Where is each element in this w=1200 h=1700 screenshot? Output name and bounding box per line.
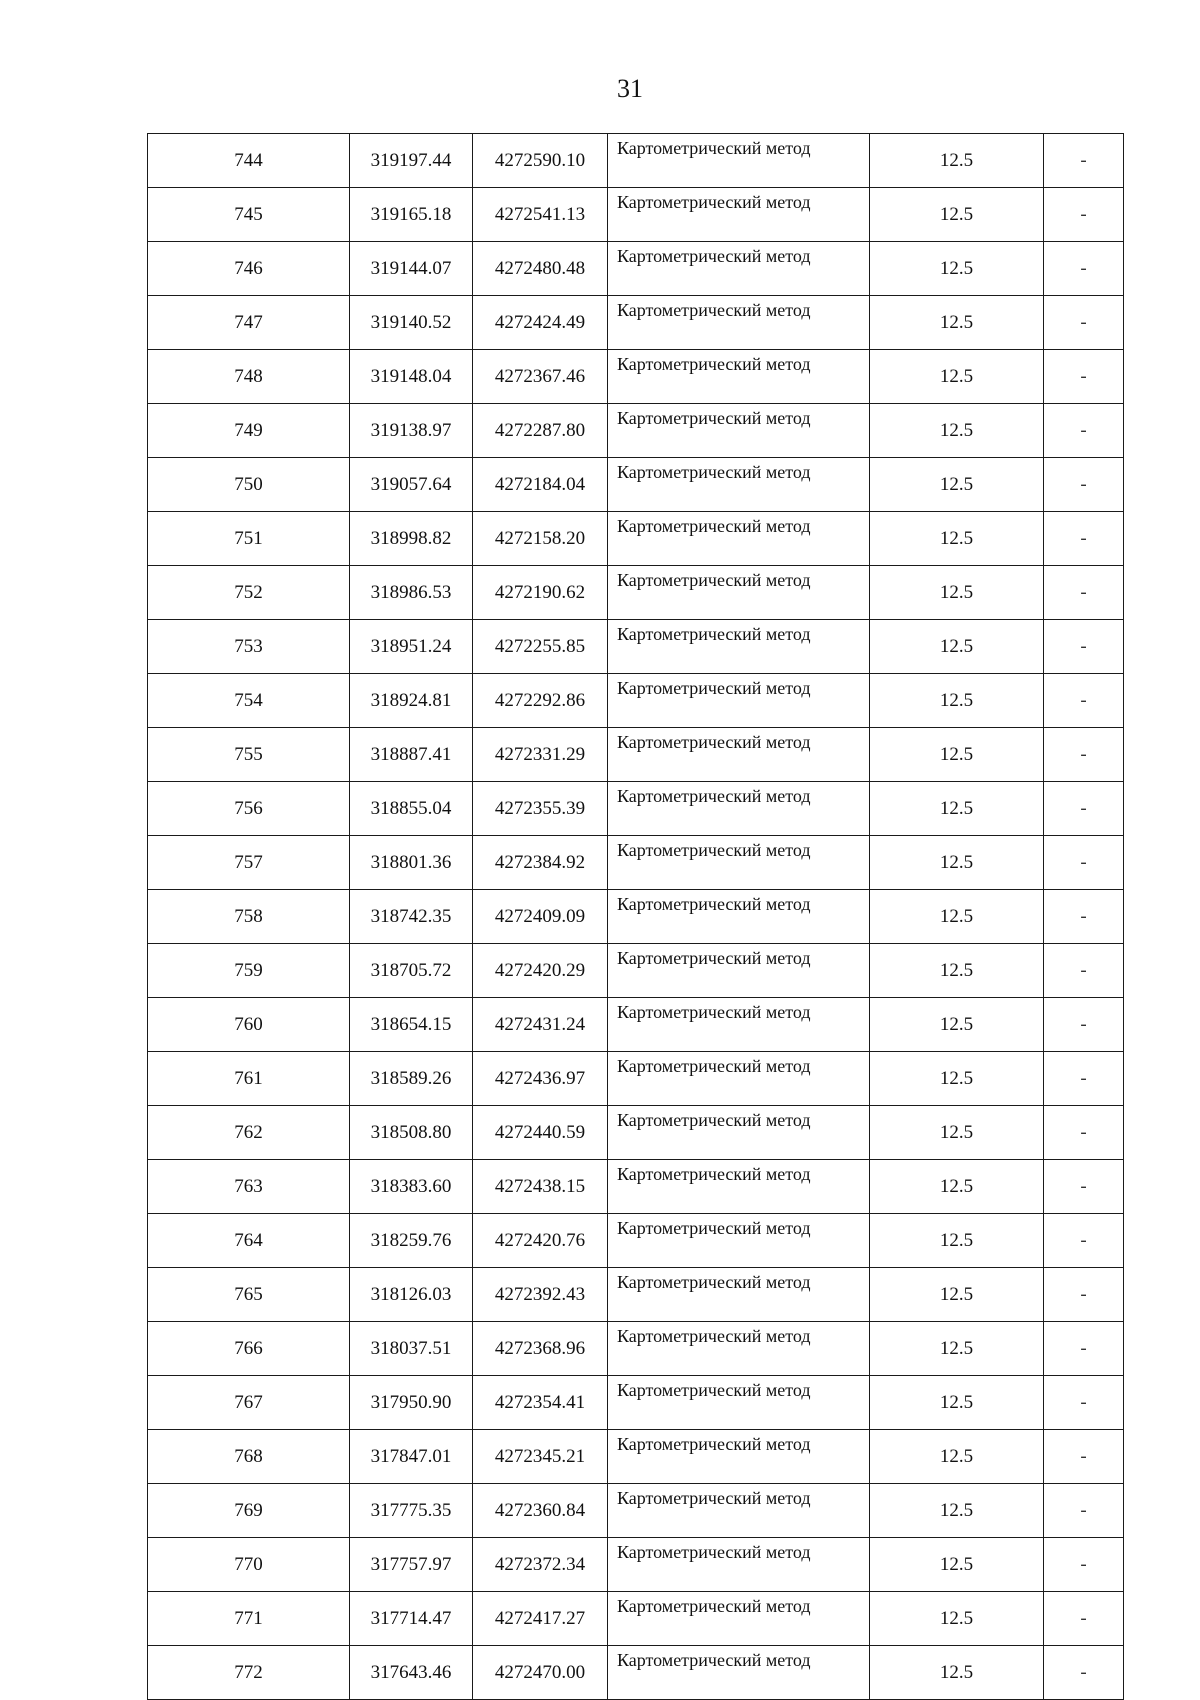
point-number-cell: 759 bbox=[148, 944, 350, 998]
table-row bbox=[148, 296, 1124, 350]
y-coordinate-cell: 4272190.62 bbox=[473, 566, 608, 620]
note-cell: - bbox=[1044, 1106, 1124, 1160]
accuracy-cell: 12.5 bbox=[870, 782, 1044, 836]
x-coordinate-cell: 319197.44 bbox=[350, 134, 473, 188]
table-body bbox=[148, 134, 1124, 1700]
method-cell: Картометрический метод bbox=[608, 1646, 870, 1700]
y-coordinate-cell: 4272255.85 bbox=[473, 620, 608, 674]
note-cell: - bbox=[1044, 782, 1124, 836]
accuracy-cell: 12.5 bbox=[870, 296, 1044, 350]
note-cell: - bbox=[1044, 1484, 1124, 1538]
note-cell: - bbox=[1044, 944, 1124, 998]
method-cell: Картометрический метод bbox=[608, 1214, 870, 1268]
y-coordinate-cell: 4272470.00 bbox=[473, 1646, 608, 1700]
table-row bbox=[148, 1160, 1124, 1214]
accuracy-cell: 12.5 bbox=[870, 1592, 1044, 1646]
y-coordinate-cell: 4272438.15 bbox=[473, 1160, 608, 1214]
table-row bbox=[148, 1214, 1124, 1268]
method-cell: Картометрический метод bbox=[608, 188, 870, 242]
x-coordinate-cell: 318742.35 bbox=[350, 890, 473, 944]
page-number: 31 bbox=[617, 74, 643, 103]
table-row bbox=[148, 1484, 1124, 1538]
x-coordinate-cell: 318887.41 bbox=[350, 728, 473, 782]
coordinates-table bbox=[147, 133, 1124, 1700]
x-coordinate-cell: 317757.97 bbox=[350, 1538, 473, 1592]
x-coordinate-cell: 318126.03 bbox=[350, 1268, 473, 1322]
x-coordinate-cell: 318855.04 bbox=[350, 782, 473, 836]
method-cell: Картометрический метод bbox=[608, 836, 870, 890]
accuracy-cell: 12.5 bbox=[870, 1160, 1044, 1214]
x-coordinate-cell: 318998.82 bbox=[350, 512, 473, 566]
point-number-cell: 753 bbox=[148, 620, 350, 674]
table-row bbox=[148, 1376, 1124, 1430]
table-row bbox=[148, 458, 1124, 512]
x-coordinate-cell: 318259.76 bbox=[350, 1214, 473, 1268]
method-cell: Картометрический метод bbox=[608, 1106, 870, 1160]
y-coordinate-cell: 4272372.34 bbox=[473, 1538, 608, 1592]
table-row bbox=[148, 620, 1124, 674]
table-row bbox=[148, 404, 1124, 458]
method-cell: Картометрический метод bbox=[608, 890, 870, 944]
accuracy-cell: 12.5 bbox=[870, 674, 1044, 728]
accuracy-cell: 12.5 bbox=[870, 620, 1044, 674]
x-coordinate-cell: 318951.24 bbox=[350, 620, 473, 674]
point-number-cell: 761 bbox=[148, 1052, 350, 1106]
table-row bbox=[148, 944, 1124, 998]
point-number-cell: 772 bbox=[148, 1646, 350, 1700]
table-row bbox=[148, 188, 1124, 242]
point-number-cell: 750 bbox=[148, 458, 350, 512]
accuracy-cell: 12.5 bbox=[870, 188, 1044, 242]
y-coordinate-cell: 4272368.96 bbox=[473, 1322, 608, 1376]
x-coordinate-cell: 319144.07 bbox=[350, 242, 473, 296]
note-cell: - bbox=[1044, 1322, 1124, 1376]
method-cell: Картометрический метод bbox=[608, 1538, 870, 1592]
note-cell: - bbox=[1044, 404, 1124, 458]
method-cell: Картометрический метод bbox=[608, 1160, 870, 1214]
accuracy-cell: 12.5 bbox=[870, 134, 1044, 188]
table-row bbox=[148, 1052, 1124, 1106]
y-coordinate-cell: 4272431.24 bbox=[473, 998, 608, 1052]
x-coordinate-cell: 318589.26 bbox=[350, 1052, 473, 1106]
point-number-cell: 765 bbox=[148, 1268, 350, 1322]
note-cell: - bbox=[1044, 1592, 1124, 1646]
point-number-cell: 757 bbox=[148, 836, 350, 890]
y-coordinate-cell: 4272541.13 bbox=[473, 188, 608, 242]
y-coordinate-cell: 4272409.09 bbox=[473, 890, 608, 944]
note-cell: - bbox=[1044, 674, 1124, 728]
y-coordinate-cell: 4272184.04 bbox=[473, 458, 608, 512]
note-cell: - bbox=[1044, 1430, 1124, 1484]
y-coordinate-cell: 4272158.20 bbox=[473, 512, 608, 566]
table-row bbox=[148, 728, 1124, 782]
method-cell: Картометрический метод bbox=[608, 944, 870, 998]
note-cell: - bbox=[1044, 350, 1124, 404]
note-cell: - bbox=[1044, 620, 1124, 674]
table-row bbox=[148, 998, 1124, 1052]
point-number-cell: 745 bbox=[148, 188, 350, 242]
x-coordinate-cell: 319057.64 bbox=[350, 458, 473, 512]
method-cell: Картометрический метод bbox=[608, 1592, 870, 1646]
method-cell: Картометрический метод bbox=[608, 782, 870, 836]
table-row bbox=[148, 674, 1124, 728]
method-cell: Картометрический метод bbox=[608, 296, 870, 350]
point-number-cell: 746 bbox=[148, 242, 350, 296]
point-number-cell: 771 bbox=[148, 1592, 350, 1646]
table-row bbox=[148, 1538, 1124, 1592]
note-cell: - bbox=[1044, 1376, 1124, 1430]
table-row bbox=[148, 1592, 1124, 1646]
accuracy-cell: 12.5 bbox=[870, 1430, 1044, 1484]
point-number-cell: 754 bbox=[148, 674, 350, 728]
accuracy-cell: 12.5 bbox=[870, 1538, 1044, 1592]
accuracy-cell: 12.5 bbox=[870, 1106, 1044, 1160]
x-coordinate-cell: 318801.36 bbox=[350, 836, 473, 890]
x-coordinate-cell: 318654.15 bbox=[350, 998, 473, 1052]
table-row bbox=[148, 1322, 1124, 1376]
accuracy-cell: 12.5 bbox=[870, 1268, 1044, 1322]
y-coordinate-cell: 4272292.86 bbox=[473, 674, 608, 728]
table-row bbox=[148, 1646, 1124, 1700]
method-cell: Картометрический метод bbox=[608, 458, 870, 512]
accuracy-cell: 12.5 bbox=[870, 836, 1044, 890]
accuracy-cell: 12.5 bbox=[870, 566, 1044, 620]
note-cell: - bbox=[1044, 1160, 1124, 1214]
table-row bbox=[148, 1430, 1124, 1484]
note-cell: - bbox=[1044, 1214, 1124, 1268]
accuracy-cell: 12.5 bbox=[870, 890, 1044, 944]
point-number-cell: 752 bbox=[148, 566, 350, 620]
x-coordinate-cell: 319165.18 bbox=[350, 188, 473, 242]
note-cell: - bbox=[1044, 134, 1124, 188]
x-coordinate-cell: 317847.01 bbox=[350, 1430, 473, 1484]
y-coordinate-cell: 4272360.84 bbox=[473, 1484, 608, 1538]
point-number-cell: 756 bbox=[148, 782, 350, 836]
accuracy-cell: 12.5 bbox=[870, 728, 1044, 782]
accuracy-cell: 12.5 bbox=[870, 350, 1044, 404]
y-coordinate-cell: 4272392.43 bbox=[473, 1268, 608, 1322]
x-coordinate-cell: 319140.52 bbox=[350, 296, 473, 350]
note-cell: - bbox=[1044, 296, 1124, 350]
point-number-cell: 760 bbox=[148, 998, 350, 1052]
method-cell: Картометрический метод bbox=[608, 620, 870, 674]
point-number-cell: 749 bbox=[148, 404, 350, 458]
table-row bbox=[148, 242, 1124, 296]
table-row bbox=[148, 890, 1124, 944]
point-number-cell: 766 bbox=[148, 1322, 350, 1376]
y-coordinate-cell: 4272440.59 bbox=[473, 1106, 608, 1160]
table-row bbox=[148, 566, 1124, 620]
x-coordinate-cell: 317643.46 bbox=[350, 1646, 473, 1700]
note-cell: - bbox=[1044, 1052, 1124, 1106]
x-coordinate-cell: 317714.47 bbox=[350, 1592, 473, 1646]
method-cell: Картометрический метод bbox=[608, 566, 870, 620]
table-row bbox=[148, 782, 1124, 836]
y-coordinate-cell: 4272367.46 bbox=[473, 350, 608, 404]
accuracy-cell: 12.5 bbox=[870, 1646, 1044, 1700]
y-coordinate-cell: 4272420.29 bbox=[473, 944, 608, 998]
accuracy-cell: 12.5 bbox=[870, 1322, 1044, 1376]
y-coordinate-cell: 4272590.10 bbox=[473, 134, 608, 188]
method-cell: Картометрический метод bbox=[608, 1052, 870, 1106]
x-coordinate-cell: 318037.51 bbox=[350, 1322, 473, 1376]
y-coordinate-cell: 4272355.39 bbox=[473, 782, 608, 836]
table-row bbox=[148, 512, 1124, 566]
method-cell: Картометрический метод bbox=[608, 350, 870, 404]
method-cell: Картометрический метод bbox=[608, 1268, 870, 1322]
y-coordinate-cell: 4272436.97 bbox=[473, 1052, 608, 1106]
method-cell: Картометрический метод bbox=[608, 512, 870, 566]
accuracy-cell: 12.5 bbox=[870, 1376, 1044, 1430]
x-coordinate-cell: 319138.97 bbox=[350, 404, 473, 458]
x-coordinate-cell: 318705.72 bbox=[350, 944, 473, 998]
method-cell: Картометрический метод bbox=[608, 728, 870, 782]
method-cell: Картометрический метод bbox=[608, 1430, 870, 1484]
point-number-cell: 755 bbox=[148, 728, 350, 782]
point-number-cell: 764 bbox=[148, 1214, 350, 1268]
note-cell: - bbox=[1044, 188, 1124, 242]
accuracy-cell: 12.5 bbox=[870, 944, 1044, 998]
method-cell: Картометрический метод bbox=[608, 998, 870, 1052]
table-row bbox=[148, 134, 1124, 188]
point-number-cell: 744 bbox=[148, 134, 350, 188]
note-cell: - bbox=[1044, 836, 1124, 890]
point-number-cell: 748 bbox=[148, 350, 350, 404]
y-coordinate-cell: 4272331.29 bbox=[473, 728, 608, 782]
note-cell: - bbox=[1044, 890, 1124, 944]
method-cell: Картометрический метод bbox=[608, 674, 870, 728]
point-number-cell: 768 bbox=[148, 1430, 350, 1484]
table-row bbox=[148, 1106, 1124, 1160]
x-coordinate-cell: 318508.80 bbox=[350, 1106, 473, 1160]
note-cell: - bbox=[1044, 512, 1124, 566]
note-cell: - bbox=[1044, 1268, 1124, 1322]
x-coordinate-cell: 317775.35 bbox=[350, 1484, 473, 1538]
point-number-cell: 763 bbox=[148, 1160, 350, 1214]
note-cell: - bbox=[1044, 728, 1124, 782]
method-cell: Картометрический метод bbox=[608, 242, 870, 296]
point-number-cell: 758 bbox=[148, 890, 350, 944]
note-cell: - bbox=[1044, 458, 1124, 512]
note-cell: - bbox=[1044, 566, 1124, 620]
table-row bbox=[148, 350, 1124, 404]
y-coordinate-cell: 4272480.48 bbox=[473, 242, 608, 296]
accuracy-cell: 12.5 bbox=[870, 458, 1044, 512]
point-number-cell: 747 bbox=[148, 296, 350, 350]
accuracy-cell: 12.5 bbox=[870, 998, 1044, 1052]
y-coordinate-cell: 4272345.21 bbox=[473, 1430, 608, 1484]
y-coordinate-cell: 4272384.92 bbox=[473, 836, 608, 890]
method-cell: Картометрический метод bbox=[608, 1484, 870, 1538]
table-row bbox=[148, 1268, 1124, 1322]
note-cell: - bbox=[1044, 242, 1124, 296]
note-cell: - bbox=[1044, 998, 1124, 1052]
point-number-cell: 751 bbox=[148, 512, 350, 566]
point-number-cell: 770 bbox=[148, 1538, 350, 1592]
accuracy-cell: 12.5 bbox=[870, 242, 1044, 296]
point-number-cell: 767 bbox=[148, 1376, 350, 1430]
accuracy-cell: 12.5 bbox=[870, 1214, 1044, 1268]
y-coordinate-cell: 4272417.27 bbox=[473, 1592, 608, 1646]
y-coordinate-cell: 4272420.76 bbox=[473, 1214, 608, 1268]
x-coordinate-cell: 318924.81 bbox=[350, 674, 473, 728]
x-coordinate-cell: 318383.60 bbox=[350, 1160, 473, 1214]
method-cell: Картометрический метод bbox=[608, 1376, 870, 1430]
note-cell: - bbox=[1044, 1538, 1124, 1592]
note-cell: - bbox=[1044, 1646, 1124, 1700]
method-cell: Картометрический метод bbox=[608, 404, 870, 458]
accuracy-cell: 12.5 bbox=[870, 1484, 1044, 1538]
method-cell: Картометрический метод bbox=[608, 1322, 870, 1376]
method-cell: Картометрический метод bbox=[608, 134, 870, 188]
point-number-cell: 769 bbox=[148, 1484, 350, 1538]
y-coordinate-cell: 4272354.41 bbox=[473, 1376, 608, 1430]
y-coordinate-cell: 4272424.49 bbox=[473, 296, 608, 350]
accuracy-cell: 12.5 bbox=[870, 404, 1044, 458]
x-coordinate-cell: 318986.53 bbox=[350, 566, 473, 620]
x-coordinate-cell: 317950.90 bbox=[350, 1376, 473, 1430]
x-coordinate-cell: 319148.04 bbox=[350, 350, 473, 404]
table-row bbox=[148, 836, 1124, 890]
y-coordinate-cell: 4272287.80 bbox=[473, 404, 608, 458]
point-number-cell: 762 bbox=[148, 1106, 350, 1160]
accuracy-cell: 12.5 bbox=[870, 1052, 1044, 1106]
accuracy-cell: 12.5 bbox=[870, 512, 1044, 566]
